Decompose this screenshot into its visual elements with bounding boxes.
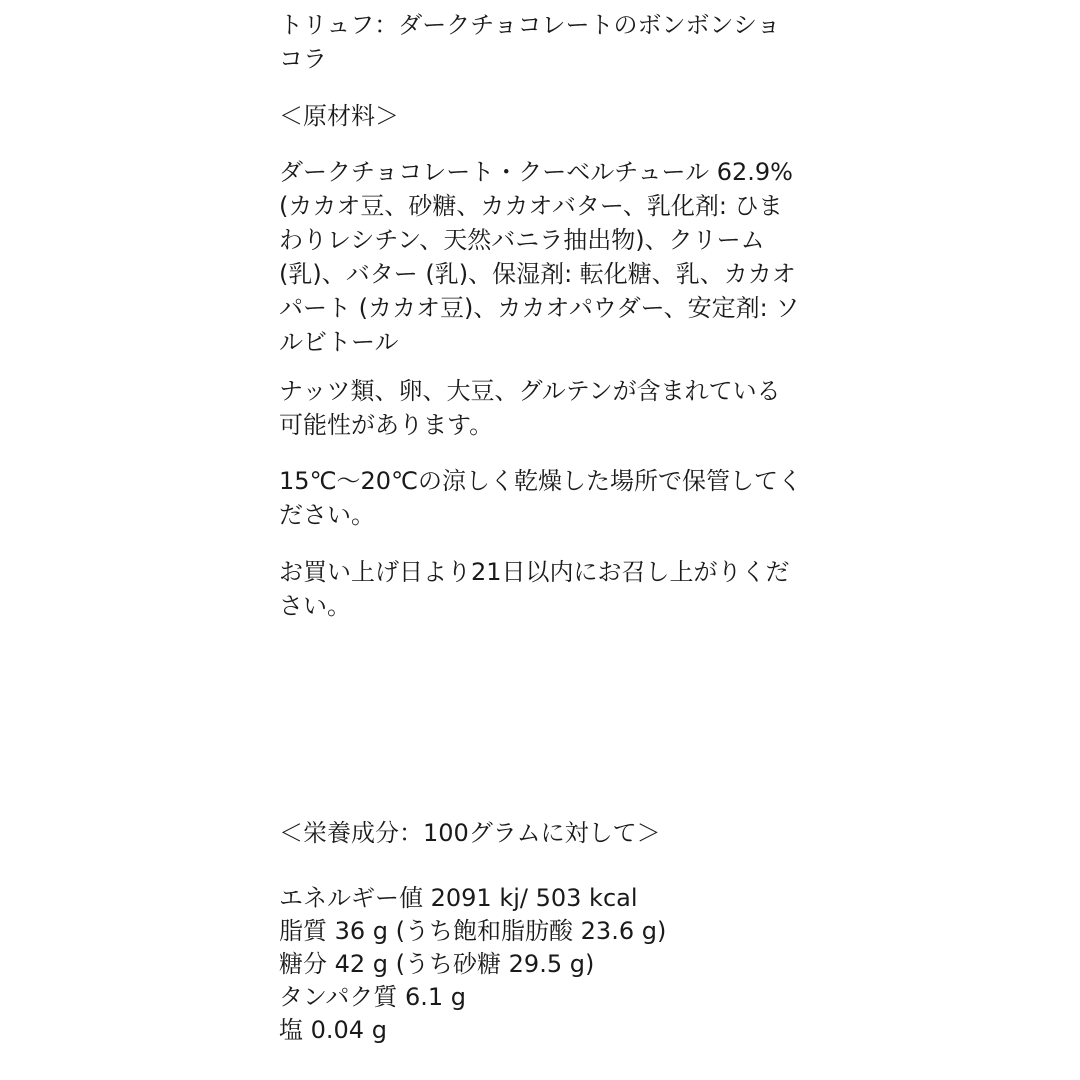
nutrition-salt: 塩 0.04 g	[279, 1016, 387, 1044]
storage-line-1: 15℃〜20℃の涼しく乾燥した場所で保管してく	[279, 467, 802, 495]
nutrition-heading	[279, 816, 794, 850]
ingredients-line-6: ルビトール	[279, 328, 399, 356]
allergen-notice	[279, 374, 794, 442]
ingredients-heading	[279, 99, 794, 133]
ingredients-line-3: わりレシチン、天然バニラ抽出物)、クリーム	[279, 226, 765, 254]
allergen-line-2: 可能性があります。	[279, 411, 494, 439]
title-line-1: トリュフ：ダークチョコレートのボンボンショ	[279, 11, 781, 39]
ingredients-line-1: ダークチョコレート・クーベルチュール 62.9%	[279, 158, 793, 186]
ingredients-list	[279, 155, 800, 359]
ingredients-line-5: パート (カカオ豆)、カカオパウダー、安定剤: ソ	[279, 294, 800, 322]
expiry-line-2: さい。	[279, 592, 351, 620]
nutrition-protein: タンパク質 6.1 g	[279, 983, 466, 1011]
expiry-line-1: お買い上げ日より21日以内にお召し上がりくだ	[279, 558, 790, 586]
expiry-notice	[279, 555, 794, 623]
storage-notice	[279, 464, 802, 532]
nutrition-heading-text: ＜栄養成分：100グラムに対して＞	[279, 819, 661, 847]
title-line-2: コラ	[279, 45, 327, 73]
nutrition-energy: エネルギー値 2091 kj/ 503 kcal	[279, 884, 638, 912]
allergen-line-1: ナッツ類、卵、大豆、グルテンが含まれている	[279, 377, 781, 405]
ingredients-line-4: (乳)、バター (乳)、保湿剤: 転化糖、乳、カカオ	[279, 260, 796, 288]
ingredients-line-2: (カカオ豆、砂糖、カカオバター、乳化剤: ひま	[279, 192, 783, 220]
storage-line-2: ださい。	[279, 501, 375, 529]
product-title	[279, 8, 794, 76]
nutrition-facts	[279, 882, 794, 1047]
nutrition-sugar: 糖分 42 g (うち砂糖 29.5 g)	[279, 950, 595, 978]
ingredients-heading-text: ＜原材料＞	[279, 102, 399, 130]
nutrition-fat: 脂質 36 g (うち飽和脂肪酸 23.6 g)	[279, 917, 667, 945]
